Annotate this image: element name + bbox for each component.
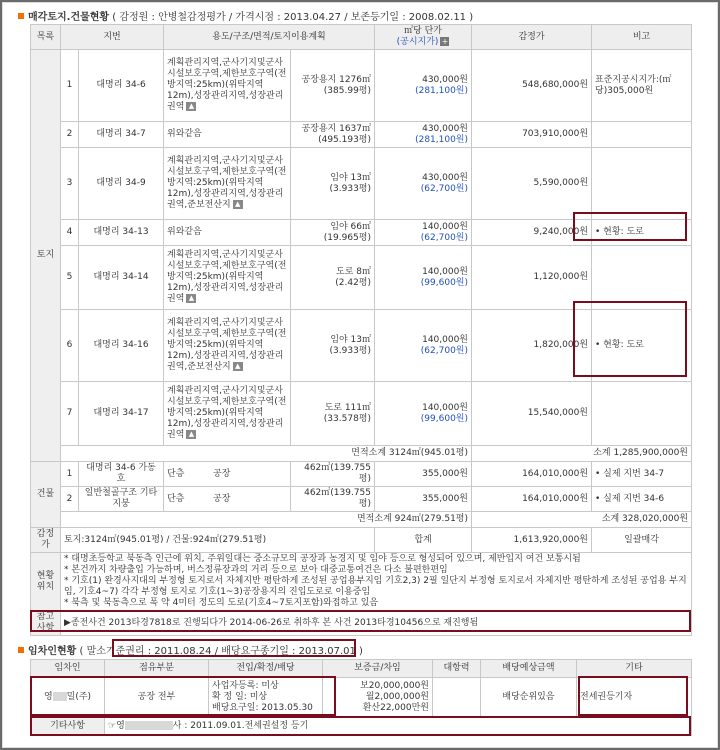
- deposit-info: [323, 678, 433, 718]
- appraisal-value: 1,120,000원: [472, 246, 592, 310]
- conversion: 환산22,000만원: [362, 703, 429, 713]
- row-number: 4: [61, 220, 79, 246]
- collapse-up-icon[interactable]: ▲: [186, 294, 196, 303]
- appraisal-value: 9,240,000원: [472, 220, 592, 246]
- building-floor-use: [164, 462, 291, 487]
- appraisal-value: 164,010,000원: [472, 487, 592, 512]
- row-number: 6: [61, 310, 79, 382]
- appraisal-value: 1,820,000원: [472, 310, 592, 382]
- lot-number: 대명리 34-16: [79, 310, 164, 382]
- usage-plan-text: 계획관리지역,군사기지및군사시설보호구역,제한보호구역(전방지역:25km)(위탁지역12m),성장관리지역,성장관리권역: [167, 386, 287, 440]
- usage-plan: [164, 382, 291, 446]
- header-usage: 용도/구조/면적/토지이용계획: [164, 25, 375, 50]
- building-use: 공장: [213, 468, 231, 479]
- area: 공장용지 1637㎡: [301, 123, 372, 134]
- unit-price-cell: [375, 246, 472, 310]
- other-prefix: ☞영: [108, 721, 125, 731]
- remark-highlight-box: [573, 212, 687, 241]
- official-price-toggle[interactable]: [378, 37, 468, 48]
- usage-plan-text: 계획관리지역,군사기지및군사시설보호구역,제한보호구역(전방지역:25km)(위탁지역12m),성장관리지역,성장관리권역,준보전산지: [167, 156, 287, 210]
- reg-dividend: 배당요구일: 2013.05.30: [212, 703, 313, 713]
- usage-plan: [164, 50, 291, 122]
- row-number: 5: [61, 246, 79, 310]
- priority: [433, 678, 481, 718]
- collapse-up-icon[interactable]: ▲: [233, 362, 243, 371]
- occupied-part: 공장 전부: [105, 678, 209, 718]
- unit-price-cell: [375, 122, 472, 148]
- location-label: 현황위치: [31, 553, 61, 611]
- unit-price-cell: [375, 220, 472, 246]
- unit-price: 140,000원: [422, 402, 469, 413]
- row-number: 1: [61, 50, 79, 122]
- area-cell: [291, 50, 375, 122]
- reg-fixed: 확 정 일: 미상: [212, 692, 268, 702]
- reference-highlight-box: [30, 610, 691, 632]
- remark: • 현황: 도로: [592, 310, 692, 382]
- building-lot: 일반철골구조 기타지붕: [79, 487, 164, 512]
- remark: [592, 148, 692, 220]
- unit-price-cell: [375, 50, 472, 122]
- total-amount: 1,613,920,000원: [472, 528, 592, 553]
- location-note: * 본건까지 차량출입 가능하며, 버스정류장과의 거리 등으로 보아 대중교통여건은 다소 불편한편임: [64, 565, 448, 575]
- header-tenant: 임차인: [31, 660, 105, 678]
- other-highlight-box: [30, 716, 691, 736]
- location-note: * 대명초등학교 북동측 인근에 위치, 주위일대는 중소규모의 공장과 농경지 및 임야 등으로 형성되어 있으며, 제반입지 여건 보통시됨: [64, 554, 581, 564]
- building-subtotal-area: 면적소계 924㎡(279.51평): [61, 512, 472, 528]
- etc-highlight-box: [578, 676, 688, 716]
- section-meta: ( 감정원 : 안병철감정평가 / 가격시점 : 2013.04.27 / 보존등기일 : 2008.02.11 ): [112, 12, 474, 23]
- remark: [592, 382, 692, 446]
- remark: [592, 122, 692, 148]
- tenant-etc: 전세권등기자: [577, 678, 692, 718]
- section-title: 매각토지.건물현황: [28, 12, 110, 23]
- building-category-cell: 건물: [31, 462, 61, 528]
- table-header-row: [31, 25, 692, 50]
- header-registration: 전입/확정/배당: [209, 660, 323, 678]
- building-floor: 단층: [167, 493, 185, 504]
- appraisal-value: 164,010,000원: [472, 462, 592, 487]
- usage-plan-text: 계획관리지역,군사기지및군사시설보호구역,제한보호구역(전방지역:25km)(위탁지역12m),성장관리지역,성장관리권역: [167, 58, 287, 112]
- reg-business: 사업자등록: 미상: [212, 681, 279, 691]
- lot-number: 대명리 34-13: [79, 220, 164, 246]
- total-label: 합계: [375, 528, 472, 553]
- area: 도로 111㎡: [324, 402, 372, 413]
- section-bullet-icon: [18, 647, 24, 653]
- land-subtotal-row: [31, 446, 692, 462]
- building-area: 462㎡(139.755평): [291, 487, 375, 512]
- usage-plan: [164, 246, 291, 310]
- land-subtotal-area: 면적소계 3124㎡(945.01평): [61, 446, 472, 462]
- table-row: [31, 382, 692, 446]
- land-category-cell: 토지: [31, 50, 61, 462]
- area-cell: [291, 220, 375, 246]
- area-cell: [291, 382, 375, 446]
- unit-price: 430,000원: [422, 74, 469, 85]
- remark: 표준지공시지가:(㎡당)305,000원: [592, 50, 692, 122]
- unit-price-cell: [375, 382, 472, 446]
- area-pyeong: (385.99평): [323, 85, 372, 96]
- row-number: 2: [61, 122, 79, 148]
- row-number: 3: [61, 148, 79, 220]
- header-appraisal: 감정가: [472, 25, 592, 50]
- row-number: 1: [61, 462, 79, 487]
- building-subtotal-row: [31, 512, 692, 528]
- official-price: (62,700원): [420, 345, 469, 356]
- area: 임야 13㎡: [330, 334, 372, 345]
- appraisal-summary: 토지:3124㎡(945.01평) / 건물:924㎡(279.51평): [61, 528, 375, 553]
- lot-number: 대명리 34-9: [79, 148, 164, 220]
- area: 공장용지 1276㎡: [301, 74, 372, 85]
- appraisal-value: 5,590,000원: [472, 148, 592, 220]
- header-dividend: 배당예상금액: [481, 660, 577, 678]
- area: 임야 66㎡: [330, 221, 372, 232]
- header-lot: 지번: [61, 25, 164, 50]
- other-suffix: 사 : 2011.09.01.전세권설정 등기: [172, 721, 309, 731]
- usage-plan-text: 계획관리지역,군사기지및군사시설보호구역,제한보호구역(전방지역:25km)(위탁지역12m),성장관리지역,성장관리권역,준보전산지: [167, 318, 287, 372]
- building-area: 462㎡(139.755평): [291, 462, 375, 487]
- remark: [592, 246, 692, 310]
- unit-price: 430,000원: [422, 172, 469, 183]
- unit-price: 140,000원: [422, 334, 469, 345]
- reference-text: ▶종전사건 2013타경7818로 진행되다가 2014-06-26로 취하후 본 사건 2013타경10456으로 재진행됨: [61, 611, 692, 636]
- official-price: (62,700원): [420, 232, 469, 243]
- table-header-row: [31, 660, 692, 678]
- table-row: [31, 122, 692, 148]
- unit-price-cell: [375, 148, 472, 220]
- lot-number: 대명리 34-6: [79, 50, 164, 122]
- remark: • 실제 지번 34-6: [592, 487, 692, 512]
- section-bullet-icon: [18, 13, 24, 19]
- tenant-name-prefix: 영: [43, 692, 53, 702]
- usage-plan: [164, 310, 291, 382]
- area-cell: [291, 148, 375, 220]
- table-row: [31, 50, 692, 122]
- lot-number: 대명리 34-7: [79, 122, 164, 148]
- area-cell: [291, 310, 375, 382]
- building-use: 공장: [213, 493, 231, 504]
- unit-price-cell: [375, 310, 472, 382]
- location-note: * 북측 및 북동측으로 폭 약 4미터 정도의 도로(기호4~7토지포함)와접하고 있음: [64, 598, 379, 608]
- location-row: [31, 553, 692, 611]
- area-pyeong: (3.933평): [329, 345, 372, 356]
- table-row: [31, 246, 692, 310]
- land-building-section-header: [18, 8, 473, 23]
- area-cell: [291, 246, 375, 310]
- row-number: 7: [61, 382, 79, 446]
- unit-price: 140,000원: [422, 221, 469, 232]
- header-remarks: 비고: [592, 25, 692, 50]
- usage-plan-text: 계획관리지역,군사기지및군사시설보호구역,제한보호구역(전방지역:25km)(위탁지역12m),성장관리지역,성장관리권역: [167, 250, 287, 304]
- remark: • 현황: 도로: [592, 220, 692, 246]
- table-row: [31, 462, 692, 487]
- collapse-up-icon[interactable]: ▲: [186, 102, 196, 111]
- header-unit-price-label: ㎡당 단가: [404, 26, 442, 36]
- row-number: 2: [61, 487, 79, 512]
- official-price: (99,600원): [420, 413, 469, 424]
- building-floor-use: [164, 487, 291, 512]
- dividend-expected: 배당순위있음: [481, 678, 577, 718]
- tenant-name-suffix: 밀(주): [66, 692, 92, 702]
- other-label: 기타사항: [31, 718, 105, 736]
- location-notes: [61, 553, 692, 611]
- usage-plan: 위와같음: [164, 220, 291, 246]
- official-price: (281,100원): [415, 85, 469, 96]
- section-title: 임차인현황: [28, 646, 77, 657]
- header-unit-price: [375, 25, 472, 50]
- appraisal-total-row: [31, 528, 692, 553]
- lot-number: 대명리 34-17: [79, 382, 164, 446]
- expand-plus-icon[interactable]: +: [441, 37, 449, 46]
- table-row: [31, 487, 692, 512]
- official-price: (62,700원): [420, 183, 469, 194]
- area-pyeong: (3.933평): [329, 183, 372, 194]
- remark-highlight-box: [573, 301, 687, 377]
- land-subtotal-amount: 소계 1,285,900,000원: [472, 446, 692, 462]
- rent: 월2,000,000원: [365, 692, 429, 702]
- appraisal-value: 703,910,000원: [472, 122, 592, 148]
- reference-label: 참고사항: [31, 611, 61, 636]
- remark: • 실제 지번 34-7: [592, 462, 692, 487]
- area-pyeong: (33.578평): [323, 413, 372, 424]
- unit-price: 355,000원: [375, 462, 472, 487]
- unit-price: 355,000원: [375, 487, 472, 512]
- area-pyeong: (2.42평): [335, 277, 372, 288]
- official-price: (281,100원): [415, 134, 469, 145]
- area: 도로 8㎡: [336, 266, 372, 277]
- appraisal-value: 548,680,000원: [472, 50, 592, 122]
- usage-plan: [164, 148, 291, 220]
- area-pyeong: (19.965평): [323, 232, 372, 243]
- building-lot: 대명리 34-6 가동호: [79, 462, 164, 487]
- building-subtotal-amount: 소계 328,020,000원: [472, 512, 692, 528]
- unit-price: 140,000원: [422, 266, 469, 277]
- header-deposit: 보증금/차임: [323, 660, 433, 678]
- header-unit-price-sub: (공시지가): [396, 37, 439, 47]
- usage-plan: 위와같음: [164, 122, 291, 148]
- header-category: 목록: [31, 25, 61, 50]
- collapse-up-icon[interactable]: ▲: [233, 200, 243, 209]
- meta-highlight-box: [112, 639, 356, 657]
- area-cell: [291, 122, 375, 148]
- area: 임야 13㎡: [330, 172, 372, 183]
- table-row: [31, 148, 692, 220]
- lot-number: 대명리 34-14: [79, 246, 164, 310]
- header-priority: 대항력: [433, 660, 481, 678]
- deposit: 보20,000,000원: [360, 681, 429, 691]
- section-meta: ( 말소기준권리 : 2011.08.24 / 배당요구종기일 : 2013.07.01 ): [79, 646, 363, 657]
- collapse-up-icon[interactable]: ▲: [186, 430, 196, 439]
- appraisal-value: 15,540,000원: [472, 382, 592, 446]
- area-pyeong: (495.193평): [318, 134, 372, 145]
- tenant-highlight-box: [30, 676, 336, 716]
- header-etc: 기타: [577, 660, 692, 678]
- header-occupied: 점유부분: [105, 660, 209, 678]
- unit-price: 430,000원: [422, 123, 469, 134]
- official-price: (99,600원): [420, 277, 469, 288]
- building-floor: 단층: [167, 468, 185, 479]
- appraisal-label: 감정가: [31, 528, 61, 553]
- sale-type: 일괄매각: [592, 528, 692, 553]
- location-note: * 기호(1) 완경사지대의 부정형 토지로서 자체지반 평탄하게 조성된 공업용부지임 기호2,3) 2필 일단지 부정형 토지로서 자체지반 평탄하게 조성된 공업용 부지임, 기호4~7) 각각 부정형 토지로 기호(1~3)공장용지의 진입도로로 이용중임: [64, 576, 687, 597]
